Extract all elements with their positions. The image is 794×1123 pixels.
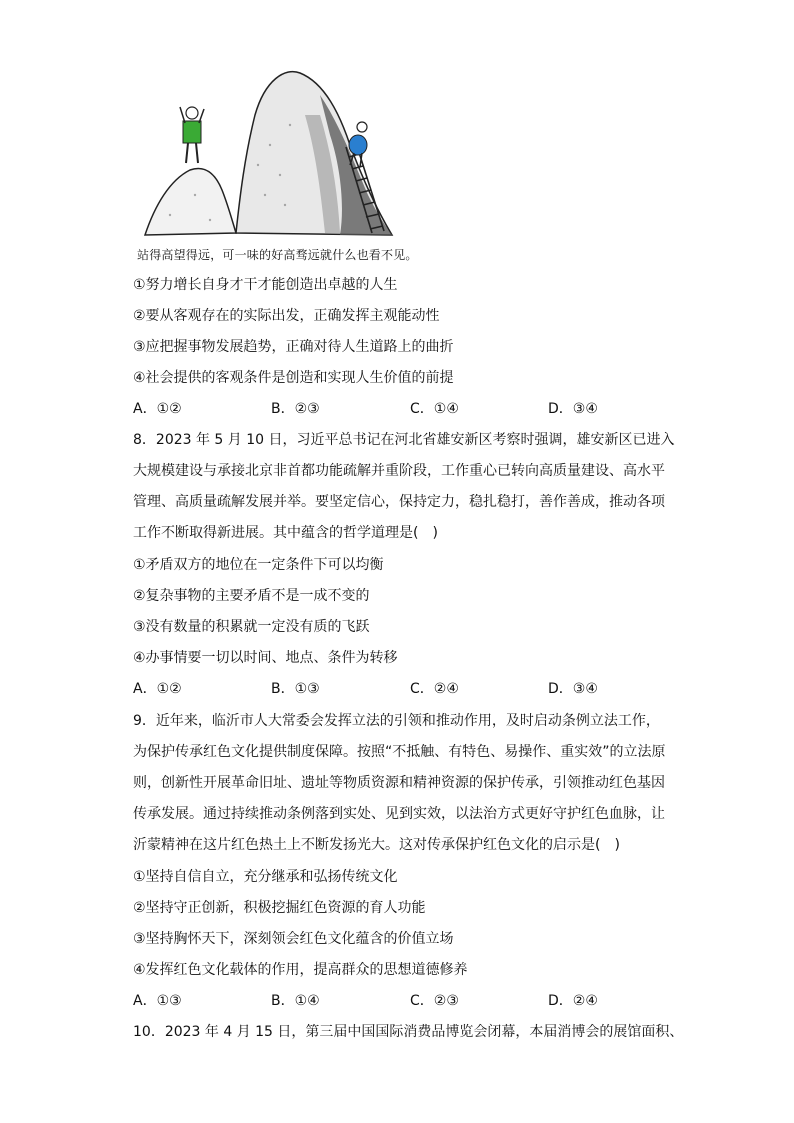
q8-item-3: ③没有数量的积累就一定没有质的飞跃 <box>133 619 370 635</box>
q9-option-a[interactable]: A．①③ <box>133 993 182 1009</box>
q7-item-4: ④社会提供的客观条件是创造和实现人生价值的前提 <box>133 370 454 386</box>
q9-options <box>133 991 653 1011</box>
q8-option-a[interactable]: A．①② <box>133 681 182 697</box>
q10-stem-line-1: 10．2023 年 4 月 15 日，第三届中国国际消费品博览会闭幕，本届消博会的展馆面积、 <box>133 1024 684 1040</box>
q9-stem-line-4: 传承发展。通过持续推动条例落到实处、见到实效，以法治方式更好守护红色血脉，让 <box>133 806 665 822</box>
blue-figure <box>349 122 367 167</box>
q9-stem-line-3: 则，创新性开展革命旧址、遗址等物质资源和精神资源的保护传承，引领推动红色基因 <box>133 775 665 791</box>
q8-item-4: ④办事情要一切以时间、地点、条件为转移 <box>133 650 398 666</box>
q9-item-4: ④发挥红色文化载体的作用，提高群众的思想道德修养 <box>133 962 468 978</box>
q8-item-2: ②复杂事物的主要矛盾不是一成不变的 <box>133 588 370 604</box>
q7-option-c[interactable]: C．①④ <box>410 401 459 417</box>
q7-item-3: ③应把握事物发展趋势，正确对待人生道路上的曲折 <box>133 339 454 355</box>
left-peak <box>145 169 236 235</box>
q7-item-2: ②要从客观存在的实际出发，正确发挥主观能动性 <box>133 308 440 324</box>
q8-stem-line-3: 管理、高质量疏解发展并举。要坚定信心，保持定力，稳扎稳打，善作善成，推动各项 <box>133 494 665 510</box>
q7-option-b[interactable]: B．②③ <box>271 401 320 417</box>
q7-options <box>133 399 653 419</box>
q8-option-d[interactable]: D．③④ <box>548 681 598 697</box>
q7-item-1: ①努力增长自身才干才能创造出卓越的人生 <box>133 277 398 293</box>
green-figure <box>180 107 204 163</box>
q8-option-b[interactable]: B．①③ <box>271 681 320 697</box>
q7-option-d[interactable]: D．③④ <box>548 401 598 417</box>
q9-item-3: ③坚持胸怀天下，深刻领会红色文化蕴含的价值立场 <box>133 931 454 947</box>
q8-item-1: ①矛盾双方的地位在一定条件下可以均衡 <box>133 557 384 573</box>
q7-option-a[interactable]: A．①② <box>133 401 182 417</box>
q9-item-1: ①坚持自信自立，充分继承和弘扬传统文化 <box>133 869 398 885</box>
q8-stem-line-2: 大规模建设与承接北京非首都功能疏解并重阶段，工作重心已转向高质量建设、高水平 <box>133 463 665 479</box>
q8-stem-line-1: 8．2023 年 5 月 10 日，习近平总书记在河北省雄安新区考察时强调，雄安新区已进入 <box>133 432 675 448</box>
q9-option-d[interactable]: D．②④ <box>548 993 598 1009</box>
q8-options <box>133 679 653 699</box>
q8-option-c[interactable]: C．②④ <box>410 681 459 697</box>
q9-stem-line-2: 为保护传承红色文化提供制度保障。按照“不抵触、有特色、易操作、重实效”的立法原 <box>133 744 666 760</box>
mountain-illustration <box>140 55 400 245</box>
figure-caption: 站得高望得远，可一味的好高骛远就什么也看不见。 <box>137 248 418 262</box>
q9-stem-line-1: 9．近年来，临沂市人大常委会发挥立法的引领和推动作用，及时启动条例立法工作， <box>133 713 660 729</box>
q9-option-b[interactable]: B．①④ <box>271 993 320 1009</box>
q9-stem-line-5: 沂蒙精神在这片红色热土上不断发扬光大。这对传承保护红色文化的启示是( ) <box>133 837 620 853</box>
q9-item-2: ②坚持守正创新，积极挖掘红色资源的育人功能 <box>133 900 426 916</box>
q9-option-c[interactable]: C．②③ <box>410 993 459 1009</box>
q8-stem-line-4: 工作不断取得新进展。其中蕴含的哲学道理是( ) <box>133 525 438 541</box>
